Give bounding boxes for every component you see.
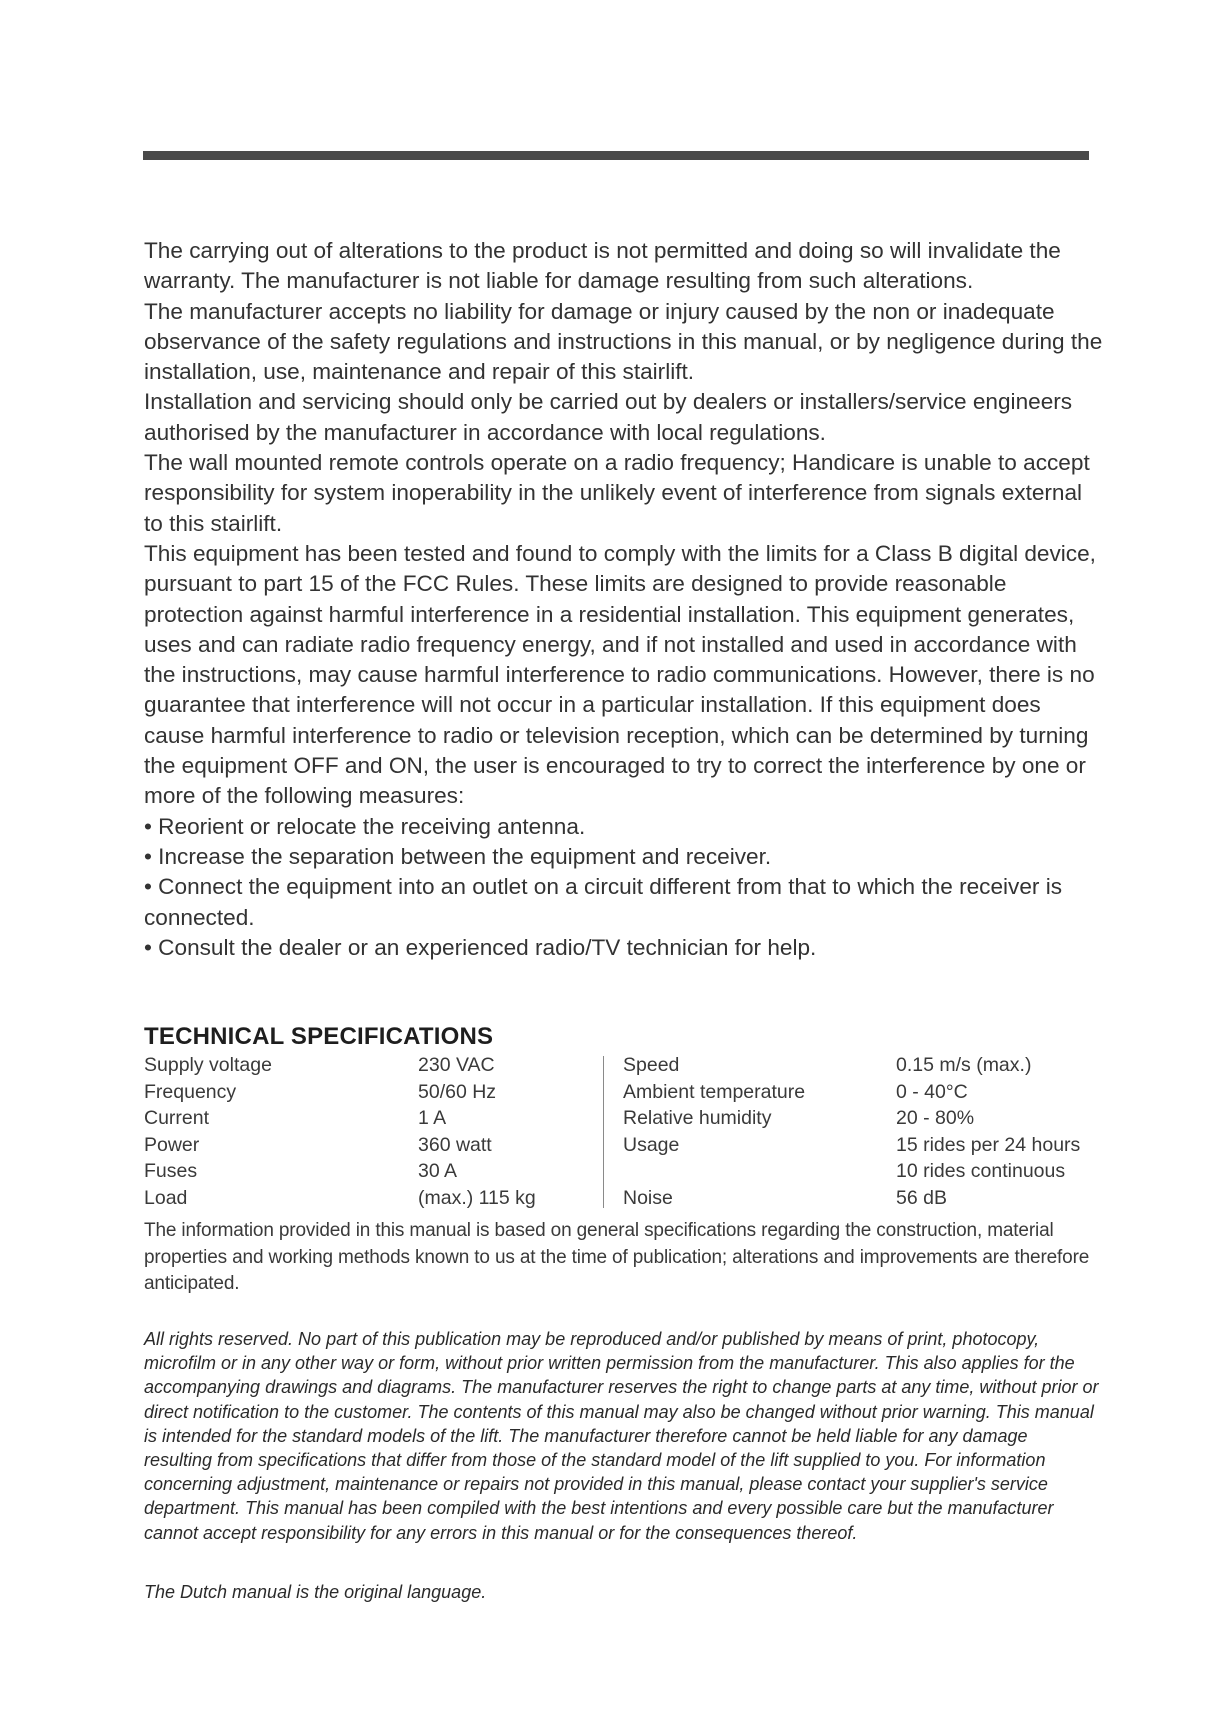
spec-label: Frequency: [144, 1080, 237, 1103]
spec-label: Supply voltage: [144, 1054, 272, 1076]
specs-right-labels: [623, 1052, 893, 1211]
header-rule: [143, 151, 1089, 160]
bullet-item: • Connect the equipment into an outlet on a circuit different from that to which the receiver is connected.: [144, 874, 1063, 930]
spec-value: 230 VAC: [418, 1054, 495, 1076]
spec-value: 10 rides continuous: [896, 1160, 1066, 1182]
spec-value: 20 - 80%: [896, 1107, 975, 1129]
spec-value: 15 rides per 24 hours: [896, 1133, 1081, 1156]
bullet-item: • Increase the separation between the equipment and receiver.: [144, 843, 772, 869]
paragraph-radio-frequency: The wall mounted remote controls operate on a radio frequency; Handicare is unable to accept responsibility for system inoperability in the unlikely event of interference from signals external to this stairlift.: [144, 450, 1090, 536]
original-language-note: The Dutch manual is the original language.: [144, 1582, 487, 1602]
specs-heading: TECHNICAL SPECIFICATIONS: [144, 1023, 494, 1050]
rights-text: All rights reserved. No part of this publication may be reproduced and/or published by means of print, photocopy, microfilm or in any other way or form, without prior written permission from the manufacturer. This also applies for the accompanying drawings and diagrams. The manufacturer reserves the right to change parts at any time, without prior or direct notification to the customer. The contents of this manual may also be changed without prior warning. This manual is intended for the standard models of the lift. The manufacturer therefore cannot be held liable for any damage resulting from specifications that differ from those of the standard model of the lift supplied to you. For information concerning adjustment, maintenance or repairs not provided in this manual, please contact your supplier's service department. This manual has been compiled with the best intentions and every possible care but the manufacturer cannot accept responsibility for any errors in this manual or for the consequences thereof.: [144, 1329, 1099, 1543]
disclaimer-text: The information provided in this manual is based on general specifications regarding the construction, material properties and working methods known to us at the time of publication; alterations and improvements are therefore anticipated.: [144, 1220, 1090, 1294]
spec-label: [623, 1158, 893, 1185]
safety-notice: [144, 236, 1104, 963]
spec-label: Load: [144, 1186, 188, 1209]
spec-label: Power: [144, 1133, 200, 1156]
spec-label: Speed: [623, 1054, 680, 1076]
spec-value: 360 watt: [418, 1133, 492, 1156]
paragraph-liability: The manufacturer accepts no liability for damage or injury caused by the non or inadequate observance of the safety regulations and instructions in this manual, or by negligence during the installation, use, maintenance and repair of this stairlift.: [144, 298, 1103, 385]
spec-label: Current: [144, 1107, 210, 1129]
specs-disclaimer: [144, 1218, 1099, 1298]
paragraph-fcc: This equipment has been tested and found to comply with the limits for a Class B digital device, pursuant to part 15 of the FCC Rules. These limits are designed to provide reasonable protection against harmful interference in a residential installation. This equipment generates, uses and can radiate radio frequency energy, and if not installed and used in accordance with the instructions, may cause harmful interference to radio communications. However, there is no guarantee that interference will not occur in a particular installation. If this equipment does cause harmful interference to radio or television reception, which can be determined by turning the equipment OFF and ON, the user is encouraged to try to correct the interference by one or more of the following measures:: [144, 540, 1096, 809]
spec-value: 50/60 Hz: [418, 1080, 497, 1103]
bullet-item: • Consult the dealer or an experienced radio/TV technician for help.: [144, 934, 817, 960]
spec-label: Ambient temperature: [623, 1080, 806, 1103]
specs-right-values: [896, 1052, 1096, 1211]
spec-value: 0.15 m/s (max.): [896, 1054, 1032, 1076]
spec-label: Relative humidity: [623, 1107, 772, 1129]
paragraph-installation: Installation and servicing should only be carried out by dealers or installers/service engineers authorised by the manufacturer in accordance with local regulations.: [144, 389, 1073, 445]
spec-value: 0 - 40°C: [896, 1080, 968, 1103]
specs-left-labels: [144, 1052, 414, 1211]
specs-table: [144, 1052, 1094, 1212]
copyright-notice: [144, 1327, 1099, 1545]
specs-left-values: [418, 1052, 598, 1211]
specs-divider: [603, 1056, 604, 1208]
spec-value: 56 dB: [896, 1186, 947, 1209]
spec-value: 30 A: [418, 1160, 458, 1182]
spec-value: (max.) 115 kg: [418, 1186, 536, 1209]
paragraph-alterations: The carrying out of alterations to the product is not permitted and doing so will invalidate the warranty. The manufacturer is not liable for damage resulting from such alterations.: [144, 238, 1061, 294]
spec-label: Fuses: [144, 1160, 198, 1182]
spec-value: 1 A: [418, 1107, 447, 1129]
spec-label: Noise: [623, 1186, 673, 1209]
spec-label: Usage: [623, 1133, 680, 1156]
bullet-item: • Reorient or relocate the receiving antenna.: [144, 813, 586, 839]
